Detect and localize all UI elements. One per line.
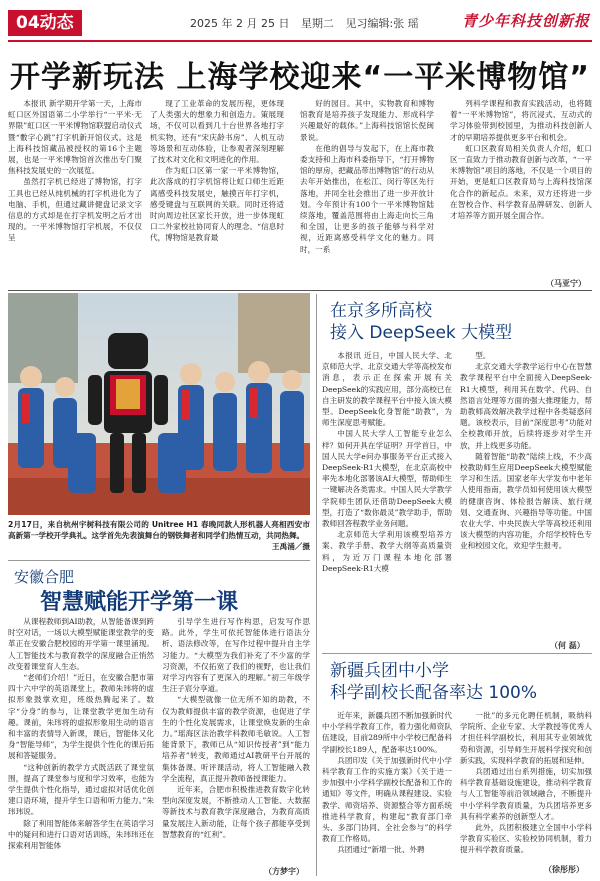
deepseek-paragraph: 北京交通大学教学运行中心在智慧教学课程平台中全面接入DeepSeek-R1大模型，利用其在数学、代码、自然语言处理等方面的强大推理能力，帮助教师高效解决教学过程中各类疑惑问题。该校表示，目前“深度思考”功能对全校教师开放，后续将逐步对学生开放，并上线更多功能。 [460, 362, 592, 450]
deepseek-paragraph: 型。 [475, 351, 491, 360]
lead-paragraph: 虹口区教育局相关负责人介绍，虹口区一直致力于推动教育创新与改革，“一平米博物馆”项目的落地，不仅是一个项目的开始，更是虹口区教育局与上海科技馆深化合作的新起点。未来，双方还将进一步在智校合作、科学教育品牌研发、创新人才培养等方面开展全面合作。 [450, 143, 592, 221]
page-header [0, 0, 600, 44]
xinjiang-column-2 [460, 710, 592, 860]
hefei-paragraph: 除了利用智能体来解答学生在英语学习中的疑问和进行口语对话训练，朱玮玮还在探索利用智能体 [8, 818, 154, 851]
xinjiang-paragraph: 兵团通过出台系列措施，切实加强科学教育基础设施建设，推动科学教育与人工智能等前沿领域融合，不断提升中小学科学教育质量，为兵团培养更多具有科学素养的创新型人才。 [460, 767, 592, 821]
deepseek-column-1 [322, 350, 452, 650]
deepseek-paragraph: 中国人民大学人工智能专业怎么样？如何开具在学证明？开学首日，中国人民大学e问办事服务平台正式接入DeepSeek-R1大模型，在北京高校中率先本地化部署该AI大模型，帮助师生一键解决各类需求。中国人民大学教学学院师生团队还借助DeepSeek大模型，打造了“数你最灵”教学助手，帮助教师回答程教学业务问题。 [322, 429, 452, 529]
issue-weekday: 星期二 [300, 17, 334, 30]
lead-column-1 [8, 98, 142, 288]
xinjiang-paragraph: 兵团印发《关于加强新时代中小学科学教育工作的实施方案》《关于进一步加强中小学科学副校长配备和工作的通知》等文件，明确从课程建设、实验教学、师资培养、资源整合等方面系统推进科学教育，构建起“教育部门牵头、多部门协同、全社会参与”的科学教育工作格局。 [322, 755, 452, 844]
lead-paragraph: 列科学课程和教育实践活动，也将随着“一平米博物馆”，将沉浸式、互动式的学习体验带到校园里，为推动科技创新人才的早期培养提供更多平台和机会。 [450, 99, 592, 142]
hefei-column-1 [8, 616, 154, 878]
deepseek-paragraph: 随着智能“助教”陆续上线，不少高校教助师生应用DeepSeek大模型赋能学习和生活。国家老年大学发布中老年人使用指南，教学员如何使用该大模型的健康咨询、体检报告解读、旅行规划、交通查询、兴趣指导等功能。中国农业大学、中央民族大学等高校还利用该大模型的内容功能，介绍学校特色专业和校园文化，欢迎学生报考。 [460, 451, 592, 551]
xinjiang-paragraph: 一批”的多元化聘任机制，吸纳科学院所、企业专家、大学教授等优秀人才担任科学副校长，利用其专业领域优势和资源，引导师生开展科学探究和创新实践，实现科学教育的拓展和延伸。 [460, 711, 592, 765]
hefei-paragraph: 从课程教师到AI助教，从智能备课到跨时空对话，一场以大模型赋能课堂教学的变革正在安徽合肥校园的开学第一课里涌现。人工智能技术与教育教学的深度融合正悄然改变着课堂育人生态。 [8, 617, 154, 671]
photo-credit: 王禹涌／摄 [272, 542, 310, 551]
deepseek-headline-line2: 接入 DeepSeek 大模型 [330, 323, 513, 343]
hefei-kicker: 安徽合肥 [14, 568, 75, 586]
lead-column-3 [300, 98, 434, 288]
lead-paragraph: 虽然打字机已经进了博物馆，打字工具也已经从纯机械的打字机进化为了电脑、手机，但通过藏讲健盘记录文字信息的方式却是在打字机发明之后才出现的。一平米博物馆打字机展，不仅仅呈 [8, 177, 142, 243]
editor-credit: 见习编辑:张 瑶 [345, 17, 419, 30]
hefei-paragraph: 近年来，合肥市积极推进教育数字化转型向深度发展，不断推动人工智能、大数据等新技术与教育教学深度融合，为教育高质量发展注入新动能，让每个孩子都能享受到智慧教育的“红利”。 [162, 785, 310, 839]
xinjiang-paragraph: 此外，兵团积极建立全国中小学科学教育实验区、实验校协同机制，着力提升科学教育质量。 [460, 823, 592, 855]
section-divider [322, 653, 592, 654]
robot-dance-photo [8, 293, 310, 515]
xinjiang-headline-line1: 新疆兵团中小学 [330, 661, 449, 681]
deepseek-paragraph: 本报讯 近日，中国人民大学、北京师范大学、北京交通大学等高校发布消息，表示正在探索开展有关DeepSeek的实践应用，部分高校已在自主研发的教学课程平台中接入该大模型。DeepSeek化身智能“助教”，为师生深度思考赋能。 [322, 351, 452, 428]
xinjiang-headline-line2: 科学副校长配备率达 100% [330, 683, 538, 703]
hefei-headline: 智慧赋能开学第一课 [40, 590, 239, 615]
header-rule [8, 40, 592, 42]
lead-paragraph: 好的园目。其中，实物教育和博物馆教育是培养孩子发现能力、形成科学兴趣最好的载体。”上海科技馆馆长倪闽景说。 [300, 99, 434, 142]
hefei-column-2 [162, 616, 310, 866]
lead-column-2 [150, 98, 284, 288]
header-info [190, 15, 427, 31]
newspaper-logo: 青少年科技创新报 [461, 12, 590, 30]
lead-paragraph: 现了工业革命的发展历程，更体现了人类强大的想象力和创造力。策展现场，不仅可以看到几十台世界各地打字机实物，还有“宋庆龄书房”、人机互动等场景和互动体验，让参观者深刻理解了技术对文化和文明进化的作用。 [150, 99, 284, 165]
deepseek-paragraph: 北京师范大学利用该模型培养方案、教学手册、教学大纲等高质量资料，为近万门课程本地化部署DeepSeek-R1大模 [322, 530, 452, 573]
hefei-paragraph: 引导学生进行写作构思，启发写作思路。此外，学生可依托智能体进行语法分析、语法修改等，在写作过程中提升自主学习能力。“大模型为我们补充了不少富的学习资源，不仅拓宽了我们的视野，也让我们对学习内容有了更深入的理解。”初三年级学生汪子宸分享道。 [162, 617, 310, 694]
hefei-paragraph: “大模型就像一位无所不知的助教，不仅为教师提供丰富的教学资源，也促进了学生的个性化发展需求，让课堂焕发新的生命力。”瑶海区法治教学科教师毛敏说。人工智能背景下，教师已从“知识传授者”到“能力培养者”转变，教师通过AI教研平台开展的集体备课、听评课活动，将人工智能融入教学全流程，真正提升教师备授课能力。 [162, 695, 310, 783]
xinjiang-paragraph: 近年来，新疆兵团不断加强新时代中小学科学教育工作，着力强化师资队伍建设，目前289所中小学校已配备科学副校长189人，配备率达100%。 [322, 711, 452, 754]
xinjiang-paragraph: 兵团通过“新增一批、外聘 [337, 845, 425, 855]
caption-text: 2月17日，来自杭州宇树科技有限公司的 Unitree H1 春晚同款人形机器人亮相西安市高新第一学校开学典礼。这学首先先表演舞台的钢铁舞者和同学们热情互动，共同热舞。 [8, 520, 310, 540]
lead-headline: 开学新玩法 上海学校迎来“一平米博物馆” [10, 60, 590, 95]
deepseek-headline-line1: 在京多所高校 [330, 301, 432, 321]
deepseek-byline: （何 磊） [550, 641, 585, 650]
section-tag: 04动态 [8, 10, 82, 36]
deepseek-column-2 [460, 350, 592, 640]
xinjiang-headline [330, 660, 537, 704]
section-divider [8, 290, 592, 291]
lead-paragraph: 作为虹口区第一家一平米博物馆，此次落成的打字机馆将让虹口师生近距离感受科技发展史，触摸百年打字机，感受键盘与互联网的关联。同时还将适时向周边社区家长开放，进一步体现虹口二外家校社协同育人的理念。“信息时代，博物馆是教育最 [150, 166, 284, 243]
hefei-byline: （方梦宇） [264, 867, 304, 876]
hefei-paragraph: “这种创新的教学方式既活跃了课堂氛围，提高了课堂参与度和学习效率，也能为学生提供个性化指导，通过虚拟对话优化创建口语环境，提升学生口语和听力能力。”朱玮玮说。 [8, 762, 154, 817]
news-photo [8, 293, 310, 515]
photo-caption [8, 519, 310, 552]
xinjiang-byline: （徐彤彤） [544, 865, 584, 874]
deepseek-headline [330, 300, 512, 344]
lead-column-4 [450, 98, 592, 273]
lead-byline: （马亚宁） [546, 279, 586, 288]
hefei-paragraph: “老师们介绍！”近日，在安徽合肥市第四十六中学的英语课堂上，教师朱玮将的虚拟形象鼓掌欢迎，班级热腾起来了。数字“分身”的参与，让课堂教学更加生动有趣。课前，朱玮将的虚拟形象用生动的语言和丰富的表情导入新课，课后，智能体又化身“智能导师”，为学生提供个性化的课后拓展和答疑服务。 [8, 673, 154, 761]
section-divider [8, 560, 310, 561]
xinjiang-column-1 [322, 710, 452, 878]
issue-date: 2025 年 2 月 25 日 [190, 17, 290, 30]
lead-paragraph: 本报讯 新学期开学第一天，上海市虹口区外国语第二小学举行“一平米·无界限”虹口区一平米博物馆联盟启动仪式暨“數字心跳”打字机新开馆仪式。这是上海科技馆藏品被授权的第16个主题展，也是一平米博物馆首次推出专门聚焦科技发展史的一次展览。 [8, 99, 142, 176]
lead-paragraph: 在他的倡导与发起下，在上海市教委支持和上海市科委指导下，“打开博物馆的厚房，把藏品带出博物馆”的行动从去年开始推出，在松江、闵行等区先行落地，并同全社会推出了进一步开放计划。今年预计有100个一平米博物馆陆续落地，覆盖范围将由上海走向长三角和全国，让更多的孩子能够与科学对视，近距离感受科学文化的魅力。同时，一系 [300, 143, 434, 254]
column-divider [316, 294, 317, 876]
